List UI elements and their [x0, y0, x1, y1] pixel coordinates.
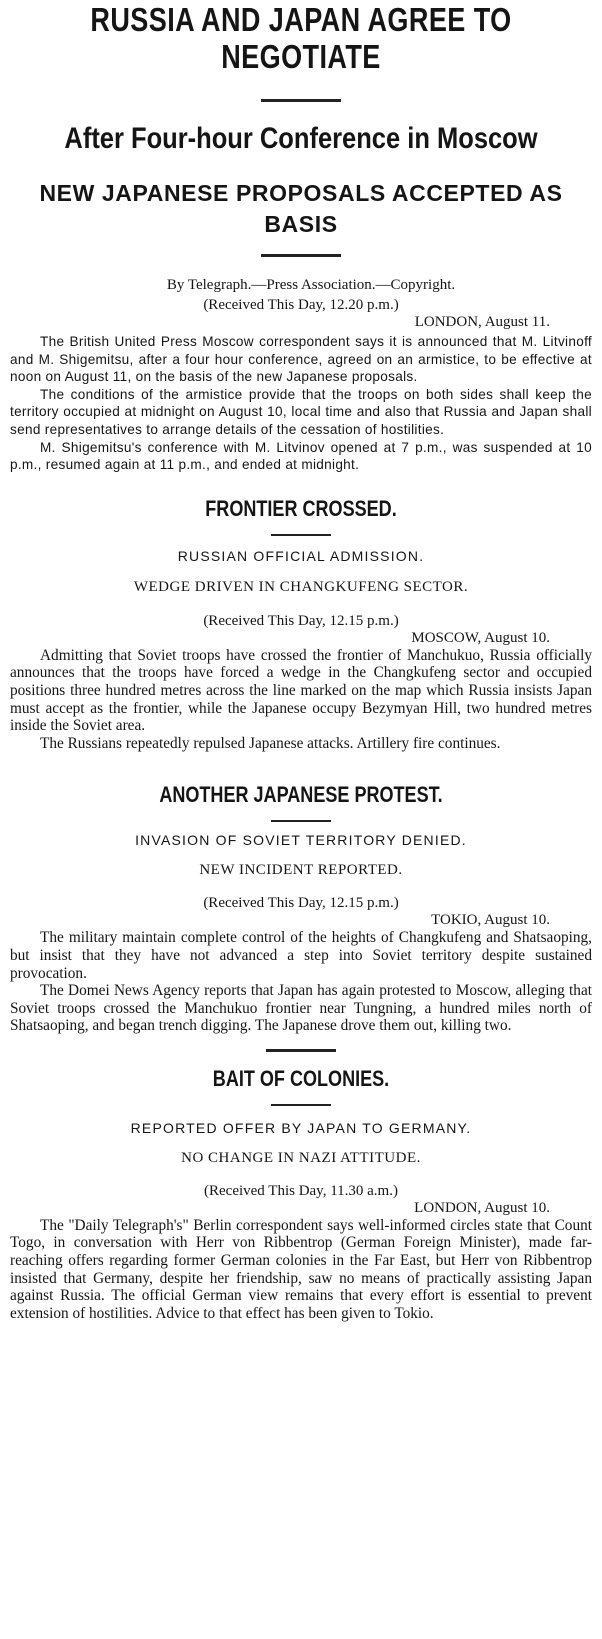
section-another-protest — [10, 782, 592, 1035]
divider-rule — [261, 99, 341, 102]
subheadline: After Four-hour Conference in Moscow — [64, 122, 538, 155]
received-time: (Received This Day, 12.15 p.m.) — [203, 895, 399, 912]
received-time: (Received This Day, 11.30 a.m.) — [204, 1182, 398, 1199]
article-paragraph: M. Shigemitsu's conference with M. Litvinov opened at 7 p.m., was suspended at 10 p.m., resumed again at 11 p.m., and ended at midnight. — [10, 439, 592, 473]
section-subhead: RUSSIAN OFFICIAL ADMISSION. — [177, 547, 425, 564]
section-headline: BAIT OF COLONIES. — [212, 1065, 390, 1091]
dateline: LONDON, August 11. — [414, 314, 550, 330]
main-headline: RUSSIA AND JAPAN AGREE TO NEGOTIATE — [90, 1, 512, 75]
section-bait-of-colonies — [10, 1066, 592, 1323]
section-subhead: NO CHANGE IN NAZI ATTITUDE. — [181, 1149, 421, 1166]
divider-rule — [271, 820, 331, 822]
section-subhead: REPORTED OFFER BY JAPAN TO GERMANY. — [130, 1119, 472, 1136]
article-paragraph: The Russians repeatedly repulsed Japanese attacks. Artillery fire continues. — [40, 734, 501, 752]
byline: By Telegraph.—Press Association.—Copyright. — [166, 277, 456, 293]
section-frontier-crossed — [10, 496, 592, 753]
dateline: TOKIO, August 10. — [431, 912, 550, 929]
article-paragraph: The British United Press Moscow correspondent says it is announced that M. Litvinoff and M. Shigemitsu, after a four hour conference, agreed on an armistice, to be effective at noon on August 11, on the basis of the new Japanese proposals. — [10, 334, 592, 385]
deck-block — [31, 178, 571, 240]
dateline: LONDON, August 10. — [414, 1199, 550, 1216]
section-headline: FRONTIER CROSSED. — [205, 495, 397, 521]
subheadline-block — [10, 122, 592, 156]
divider-rule — [261, 254, 341, 257]
article-paragraph: The "Daily Telegraph's" Berlin correspondent says well-informed circles state that Count Togo, in conversation with Herr von Ribbentrop (German Foreign Minister), made far-reaching offers regarding former German colonies in the Far East, but Herr von Ribbentrop insisted that Germany, despite her friendship, saw no means of practically assisting Japan against Russia. The official German view remains that every effort is essential to prevent extension of hostilities. Advice to that effect has been given to Tokio. — [10, 1216, 592, 1322]
divider-rule — [271, 534, 331, 536]
main-article-body — [10, 333, 592, 474]
article-paragraph: The conditions of the armistice provide that the troops on both sides shall keep the territory occupied at midnight on August 10, local time and also that Russia and Japan shall send representatives to arrange details of the cessation of hostilities. — [10, 386, 592, 437]
received-time: (Received This Day, 12.20 p.m.) — [203, 297, 399, 313]
main-headline-block — [21, 0, 581, 75]
article-paragraph: The military maintain complete control of the heights of Changkufeng and Shatsaoping, but insist that they have not advanced a step into Soviet territory despite sustained provocation. — [10, 929, 592, 982]
divider-rule — [271, 1104, 331, 1106]
section-subhead: WEDGE DRIVEN IN CHANGKUFENG SECTOR. — [133, 578, 469, 595]
article-paragraph: Admitting that Soviet troops have crossed the frontier of Manchukuo, Russia officially announces that the troops have forced a wedge in the Changkufeng sector and occupied positions three hundred metres across the line marked on the map which Russia insists Japan must accept as the frontier, while the Japanese occupy Bezymyan Hill, two hundred metres inside the Soviet area. — [10, 646, 592, 735]
deck-headline: NEW JAPANESE PROPOSALS ACCEPTED AS BASIS — [39, 180, 563, 237]
divider-rule — [266, 1049, 336, 1052]
section-headline: ANOTHER JAPANESE PROTEST. — [159, 782, 443, 808]
article-paragraph: The Domei News Agency reports that Japan has again protested to Moscow, alleging that Soviet troops crossed the Manchukuo frontier near Tungning, a hundred miles north of Shatsaoping, and began trench digging. The Japanese drove them out, killing two. — [10, 982, 592, 1035]
dateline: MOSCOW, August 10. — [411, 629, 550, 646]
received-time: (Received This Day, 12.15 p.m.) — [203, 612, 399, 629]
section-subhead: NEW INCIDENT REPORTED. — [199, 862, 403, 879]
section-subhead: INVASION OF SOVIET TERRITORY DENIED. — [135, 832, 467, 849]
